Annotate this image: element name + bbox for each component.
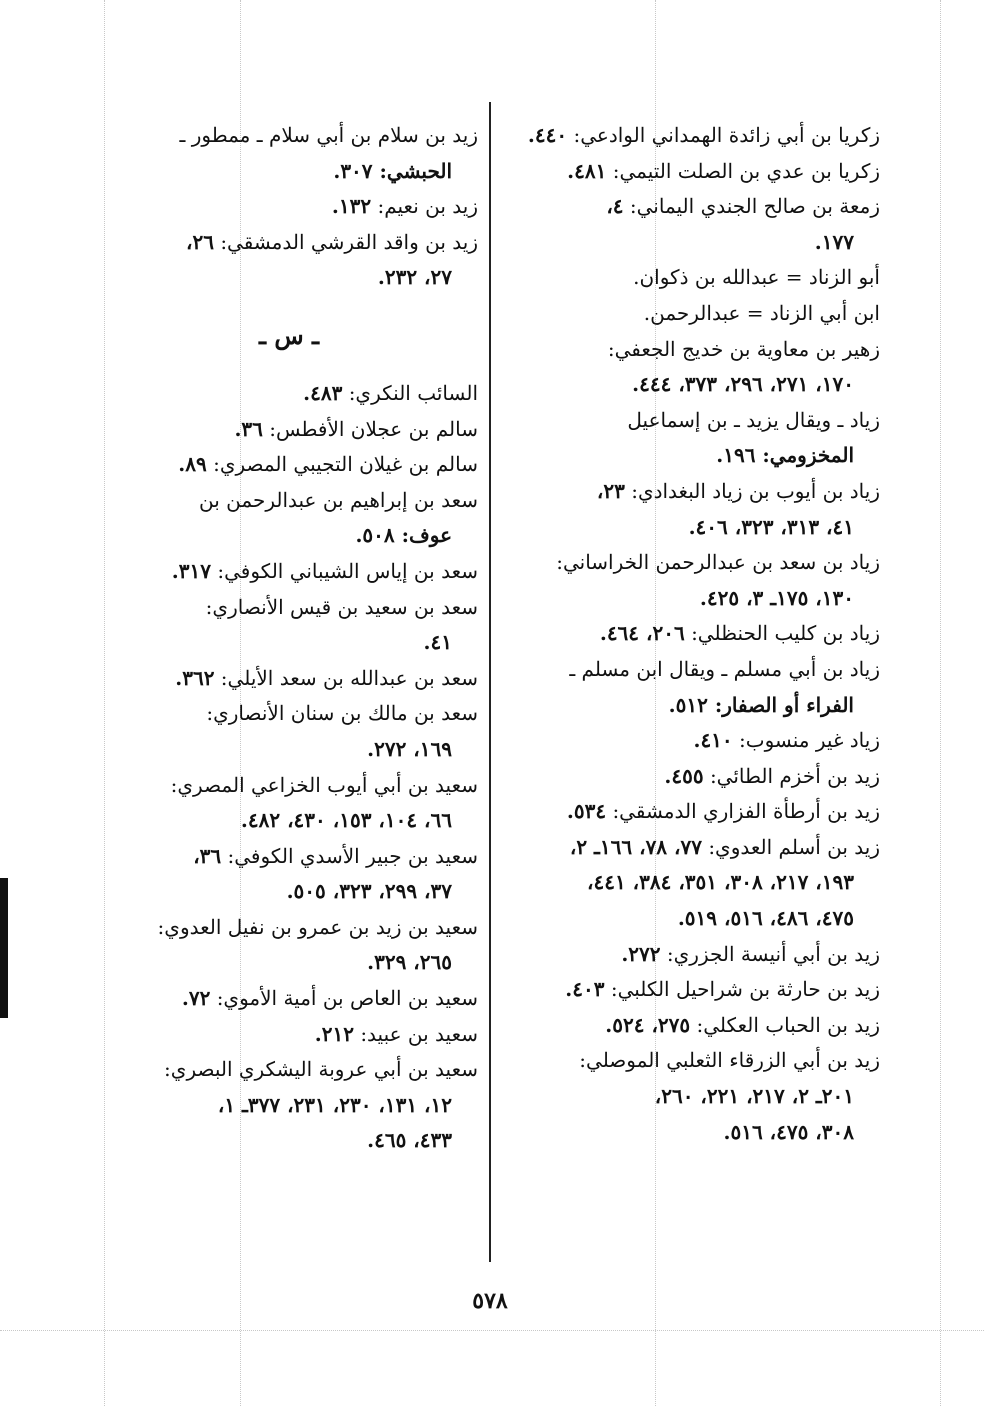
index-entry <box>100 839 478 875</box>
index-entry <box>502 545 880 581</box>
entry-refs-continued: ٢٠١ـ ٢، ٢١٧، ٢٢١، ٢٦٠، <box>654 1084 854 1109</box>
entry-refs: ٤١٠. <box>693 728 733 753</box>
entry-refs-continued: المخزومي: ١٩٦. <box>716 443 854 468</box>
entry-refs-continued: الحبشي: ٣٠٧. <box>333 158 452 183</box>
entry-name: زياد بن كليب الحنظلي: <box>691 621 880 646</box>
index-entry <box>100 554 478 590</box>
entry-name: زيد بن أخزم الطائي: <box>709 763 880 788</box>
entry-name: زيد بن أبي أنيسة الجزري: <box>666 941 880 966</box>
entry-continuation <box>502 225 880 261</box>
entry-name: سعيد بن عبيد: <box>360 1021 478 1046</box>
entry-name: سعد بن عبدالله بن سعد الأيلي: <box>220 665 478 690</box>
entry-refs: ١٣٢. <box>331 194 372 219</box>
entry-name: السائب النكري: <box>348 380 478 405</box>
index-entry <box>100 1017 478 1053</box>
entry-continuation <box>100 732 478 768</box>
entry-refs: ٤، <box>606 194 624 219</box>
entry-name: سالم بن عجلان الأفطس: <box>269 416 478 441</box>
index-entry <box>502 652 880 688</box>
entry-refs-continued: ٢٦٥، ٣٢٩. <box>367 950 452 975</box>
entry-refs: ٢٦، <box>186 229 214 254</box>
entry-name: ابن أبي الزناد = عبدالرحمن. <box>643 300 880 325</box>
entry-refs: ٥٣٤. <box>566 799 607 824</box>
entry-refs: ٤٨١. <box>567 158 607 183</box>
index-entry <box>502 1043 880 1079</box>
scan-grid-line <box>940 0 941 1406</box>
entry-refs-continued: عوف: ٥٠٨. <box>355 523 452 548</box>
entry-refs-continued: ٢٧، ٢٣٢. <box>377 265 452 290</box>
index-entry <box>100 981 478 1017</box>
entry-name: سعد بن مالك بن سنان الأنصاري: <box>206 701 478 726</box>
index-entry <box>100 483 478 519</box>
index-entry <box>502 154 880 190</box>
entry-refs: ٧٧، ٧٨، ١٦٦ـ ٢، <box>569 834 702 859</box>
entry-continuation <box>100 874 478 910</box>
entry-continuation <box>502 510 880 546</box>
scan-edge-mark <box>0 878 8 1018</box>
entry-refs: ٣٦، <box>193 843 222 868</box>
page-number: ٥٧٨ <box>472 1288 508 1314</box>
entry-refs-continued: ١٢، ١٣١، ٢٣٠، ٢٣١، ٣٧٧ـ ١، <box>217 1092 452 1117</box>
index-entry <box>502 759 880 795</box>
left-column <box>100 118 478 1159</box>
entry-refs-continued: ١٩٣، ٢١٧، ٣٠٨، ٣٥١، ٣٨٤، ٤٤١، <box>587 870 854 895</box>
index-entry <box>502 474 880 510</box>
index-entry <box>100 590 478 626</box>
entry-name: سعد بن سعيد بن قيس الأنصاري: <box>205 594 478 619</box>
index-entry <box>502 616 880 652</box>
entry-name: زكريا بن أبي زائدة الهمداني الوادعي: <box>573 123 880 147</box>
entry-refs: ٢٧٥، ٥٢٤. <box>605 1012 691 1037</box>
entry-name: زيد بن حارثة بن شراحيل الكلبي: <box>610 977 880 1002</box>
index-entry <box>502 1008 880 1044</box>
entry-refs: ٢٣، <box>596 478 625 503</box>
entry-refs: ٢١٢. <box>314 1021 354 1046</box>
index-entry <box>100 447 478 483</box>
index-entry <box>100 412 478 448</box>
index-page <box>100 100 880 1314</box>
entry-name: سعيد بن أبي عروبة اليشكري البصري: <box>164 1057 478 1082</box>
entry-refs-continued: ٣٠٨، ٤٧٥، ٥١٦. <box>723 1119 854 1144</box>
index-entry <box>100 1052 478 1088</box>
entry-name: زيد بن واقد القرشي الدمشقي: <box>220 229 478 254</box>
entry-name: زياد بن سعد بن عبدالرحمن الخراساني: <box>556 550 880 575</box>
entry-continuation <box>502 1115 880 1151</box>
entry-continuation <box>100 1123 478 1159</box>
entry-name: سعيد بن أبي أيوب الخزاعي المصري: <box>170 772 478 797</box>
entry-name: زيد بن أبي الزرقاء الثعلبي الموصلي: <box>579 1048 880 1073</box>
index-entry <box>502 260 880 296</box>
entry-continuation <box>502 438 880 474</box>
entry-continuation <box>502 901 880 937</box>
entry-name: زيد بن أرطأة الفزاري الدمشقي: <box>612 799 880 824</box>
entry-refs: ٨٩. <box>178 452 207 477</box>
entry-continuation <box>100 260 478 296</box>
entry-refs: ٣٦. <box>234 416 263 441</box>
entry-name: سعيد بن العاص بن أمية الأموي: <box>216 986 478 1011</box>
index-entry <box>100 696 478 732</box>
index-entry <box>100 189 478 225</box>
entry-refs-continued: ٦٦، ١٠٤، ١٥٣، ٤٣٠، ٤٨٢. <box>240 808 452 833</box>
letter-heading: ـ س ـ <box>258 320 320 350</box>
index-entry <box>100 768 478 804</box>
entry-refs-continued: ٤١، ٣١٣، ٣٢٣، ٤٠٦. <box>688 514 854 539</box>
entry-name: سعد بن إبراهيم بن عبدالرحمن بن <box>199 487 478 512</box>
entry-refs: ٢٠٦، ٤٦٤. <box>599 621 685 646</box>
index-entry <box>100 910 478 946</box>
entry-name: سالم بن غيلان التجيبي المصري: <box>213 452 478 477</box>
entry-continuation <box>100 1088 478 1124</box>
entry-continuation <box>502 581 880 617</box>
entry-refs: ٤٤٠. <box>527 123 568 147</box>
index-entry <box>502 332 880 368</box>
entry-name: أبو الزناد = عبدالله بن ذكوان. <box>633 265 880 290</box>
entry-refs-continued: ٤١. <box>423 630 452 655</box>
entry-refs: ٣٦٢. <box>175 665 215 690</box>
entry-continuation <box>502 688 880 724</box>
entry-continuation <box>502 1079 880 1115</box>
entry-refs-continued: ٤٧٥، ٤٨٦، ٥١٦، ٥١٩. <box>677 906 854 931</box>
left-column-bottom <box>100 376 478 1159</box>
index-entry <box>502 723 880 759</box>
entry-refs-continued: ٣٧، ٢٩٩، ٣٢٣، ٥٠٥. <box>286 879 452 904</box>
right-column <box>502 118 880 1150</box>
index-entry <box>502 937 880 973</box>
entry-refs: ٢٧٢. <box>621 941 661 966</box>
entry-refs-continued: ٤٣٣، ٤٦٥. <box>367 1128 452 1153</box>
column-divider <box>489 102 491 1262</box>
entry-refs: ٣١٧. <box>171 558 211 583</box>
entry-continuation <box>502 367 880 403</box>
entry-name: زيد بن الحباب العكلي: <box>696 1012 880 1037</box>
entry-name: زيد بن أسلم العدوي: <box>708 834 880 859</box>
index-entry <box>100 376 478 412</box>
entry-continuation <box>502 865 880 901</box>
entry-name: زكريا بن عدي بن الصلت التيمي: <box>612 158 880 183</box>
entry-continuation <box>100 945 478 981</box>
entry-name: سعيد بن جبير الأسدي الكوفي: <box>227 843 478 868</box>
index-entry <box>100 118 478 154</box>
entry-name: زياد ـ ويقال يزيد ـ بن إسماعيل <box>627 407 880 432</box>
entry-refs-continued: ١٦٩، ٢٧٢. <box>367 736 452 761</box>
entry-name: زياد بن أبي مسلم ـ ويقال ابن مسلم ـ <box>569 656 880 681</box>
entry-name: زياد غير منسوب: <box>739 728 880 753</box>
entry-refs: ٤٠٣. <box>565 977 605 1002</box>
entry-name: سعيد بن زيد بن عمرو بن نفيل العدوي: <box>157 914 478 939</box>
entry-continuation <box>100 625 478 661</box>
entry-name: زمعة بن صالح الجندي اليماني: <box>629 194 880 219</box>
index-entry <box>502 189 880 225</box>
entry-refs: ٤٥٥. <box>664 763 704 788</box>
index-entry <box>502 403 880 439</box>
entry-name: زيد بن سلام بن أبي سلام ـ ممطور ـ <box>179 123 478 147</box>
entry-refs-continued: ١٧٠، ٢٧١، ٢٩٦، ٣٧٣، ٤٤٤. <box>632 372 854 397</box>
index-entry <box>100 225 478 261</box>
entry-name: زيد بن نعيم: <box>377 194 478 219</box>
entry-name: سعد بن إياس الشيباني الكوفي: <box>217 558 478 583</box>
entry-refs: ٤٨٣. <box>303 380 343 405</box>
entry-name: زهير بن معاوية بن خديج الجعفي: <box>607 336 880 361</box>
index-entry <box>502 830 880 866</box>
entry-refs-continued: الفراء أو الصفار: ٥١٢. <box>668 692 854 717</box>
entry-continuation <box>100 803 478 839</box>
entry-continuation <box>100 518 478 554</box>
index-entry <box>502 794 880 830</box>
entry-name: زياد بن أيوب بن زياد البغدادي: <box>631 478 880 503</box>
index-entry <box>502 972 880 1008</box>
left-column-top <box>100 118 478 296</box>
index-entry <box>502 296 880 332</box>
index-entry <box>100 661 478 697</box>
scan-grid-line <box>0 1330 984 1331</box>
entry-continuation <box>100 154 478 190</box>
entry-refs-continued: ١٣٠، ١٧٥ـ ٣، ٤٢٥. <box>699 585 854 610</box>
index-entry <box>502 118 880 154</box>
entry-refs: ٧٢. <box>181 986 211 1011</box>
entry-refs-continued: ١٧٧. <box>814 229 854 254</box>
